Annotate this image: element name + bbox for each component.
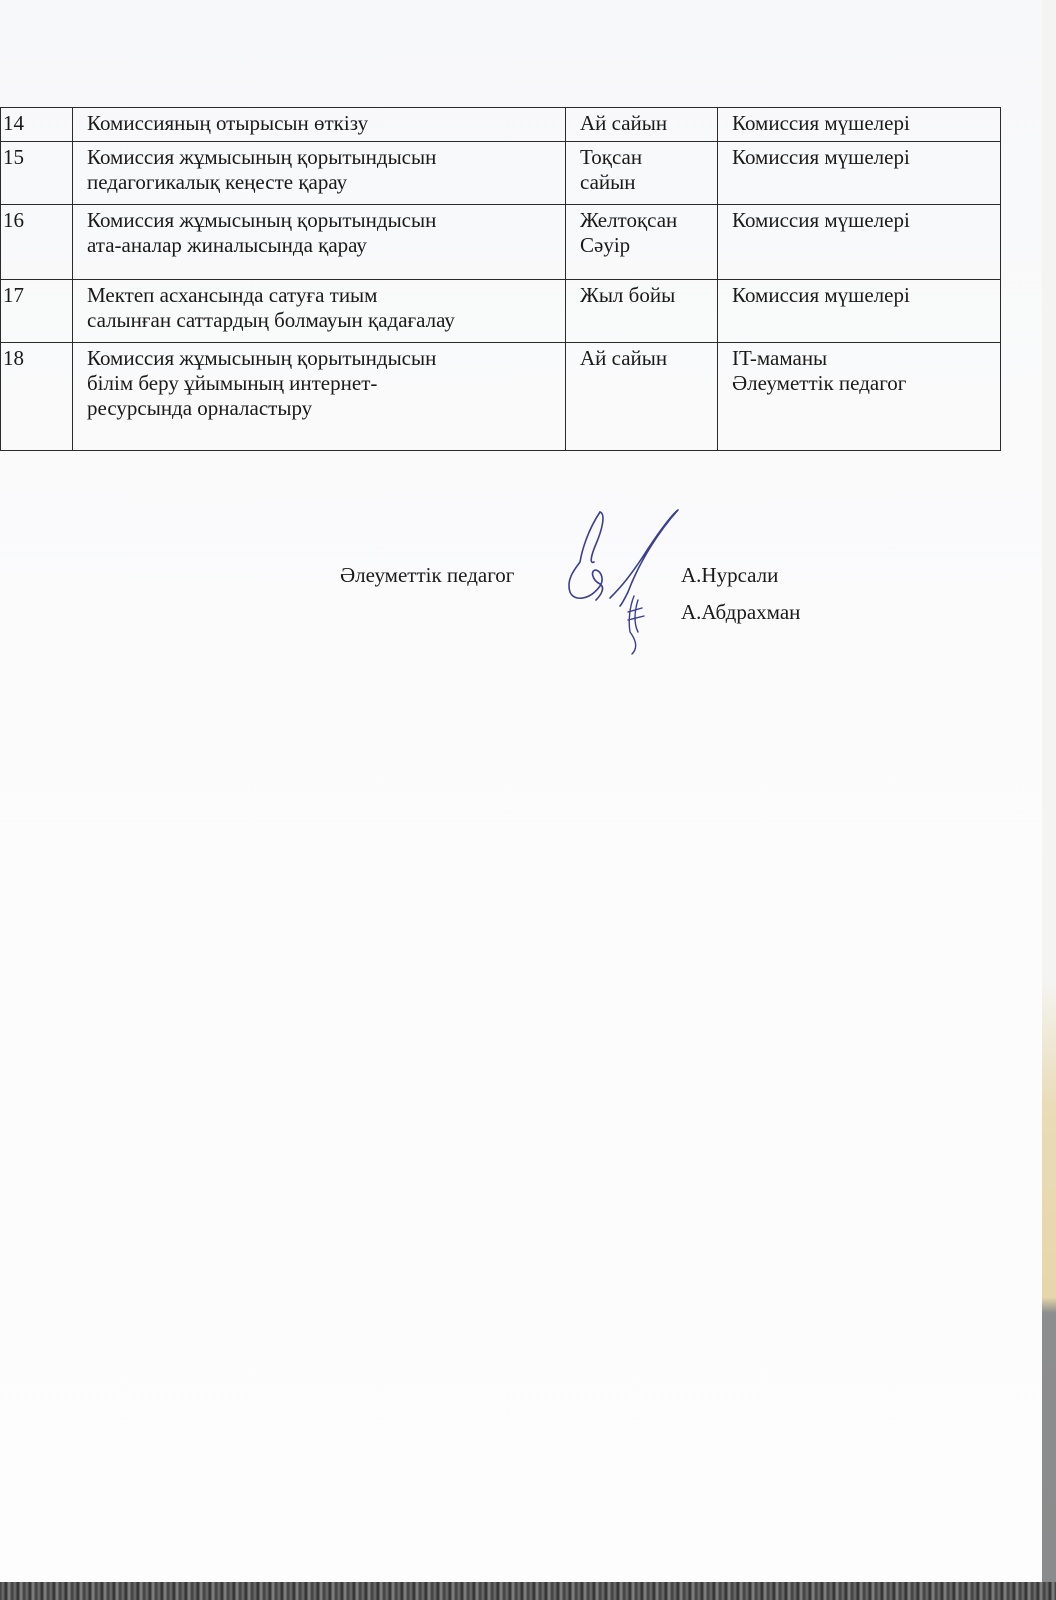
- page-edge-background: [1042, 0, 1056, 1582]
- description-line: Комиссияның отырысын өткізу: [87, 111, 369, 135]
- signer-role: Әлеуметтік педагог: [340, 563, 515, 587]
- responsible-line: Комиссия мүшелері: [732, 111, 910, 135]
- activity-description: [73, 205, 566, 280]
- activity-period: [566, 108, 718, 142]
- row-number: 15: [1, 142, 73, 205]
- table-row: [1, 343, 1001, 451]
- activity-responsible: [718, 280, 1001, 343]
- activity-description: [73, 280, 566, 343]
- row-number: 17: [1, 280, 73, 343]
- responsible-line: Әлеуметтік педагог: [732, 371, 907, 395]
- period-line: Ай сайын: [580, 111, 668, 135]
- row-number: 16: [1, 205, 73, 280]
- period-line: Сәуір: [580, 233, 631, 257]
- activity-responsible: [718, 108, 1001, 142]
- activity-responsible: [718, 142, 1001, 205]
- activity-description: [73, 108, 566, 142]
- activity-period: [566, 205, 718, 280]
- description-line: Мектеп асхансында сатуға тиым: [87, 283, 378, 307]
- period-line: Желтоқсан: [580, 208, 678, 232]
- activity-responsible: [718, 205, 1001, 280]
- description-line: педагогикалық кеңесте қарау: [87, 170, 348, 194]
- description-line: білім беру ұйымының интернет-: [87, 371, 378, 395]
- activity-period: [566, 280, 718, 343]
- row-number: 14: [1, 108, 73, 142]
- table-row: [1, 205, 1001, 280]
- period-line: сайын: [580, 170, 636, 194]
- period-line: Жыл бойы: [580, 283, 676, 307]
- table-row: [1, 108, 1001, 142]
- signer-name: А.Нурсали: [681, 563, 779, 587]
- description-line: салынған саттардың болмауын қадағалау: [87, 308, 455, 332]
- description-line: ата-аналар жиналысында қарау: [87, 233, 367, 257]
- responsible-line: Комиссия мүшелері: [732, 283, 910, 307]
- responsible-line: Комиссия мүшелері: [732, 145, 910, 169]
- activity-plan-table: [0, 107, 1001, 451]
- activity-description: [73, 343, 566, 451]
- activity-period: [566, 142, 718, 205]
- period-line: Ай сайын: [580, 346, 668, 370]
- activity-responsible: [718, 343, 1001, 451]
- period-line: Тоқсан: [580, 145, 643, 169]
- table-row: [1, 142, 1001, 205]
- activity-description: [73, 142, 566, 205]
- description-line: Комиссия жұмысының қорытындысын: [87, 145, 437, 169]
- responsible-line: Комиссия мүшелері: [732, 208, 910, 232]
- scan-bottom-edge: [0, 1582, 1056, 1600]
- responsible-line: IT-маманы: [732, 346, 828, 370]
- signer-name: А.Абдрахман: [681, 600, 801, 624]
- description-line: ресурсында орналастыру: [87, 396, 313, 420]
- description-line: Комиссия жұмысының қорытындысын: [87, 346, 437, 370]
- row-number: 18: [1, 343, 73, 451]
- table-row: [1, 280, 1001, 343]
- description-line: Комиссия жұмысының қорытындысын: [87, 208, 437, 232]
- activity-period: [566, 343, 718, 451]
